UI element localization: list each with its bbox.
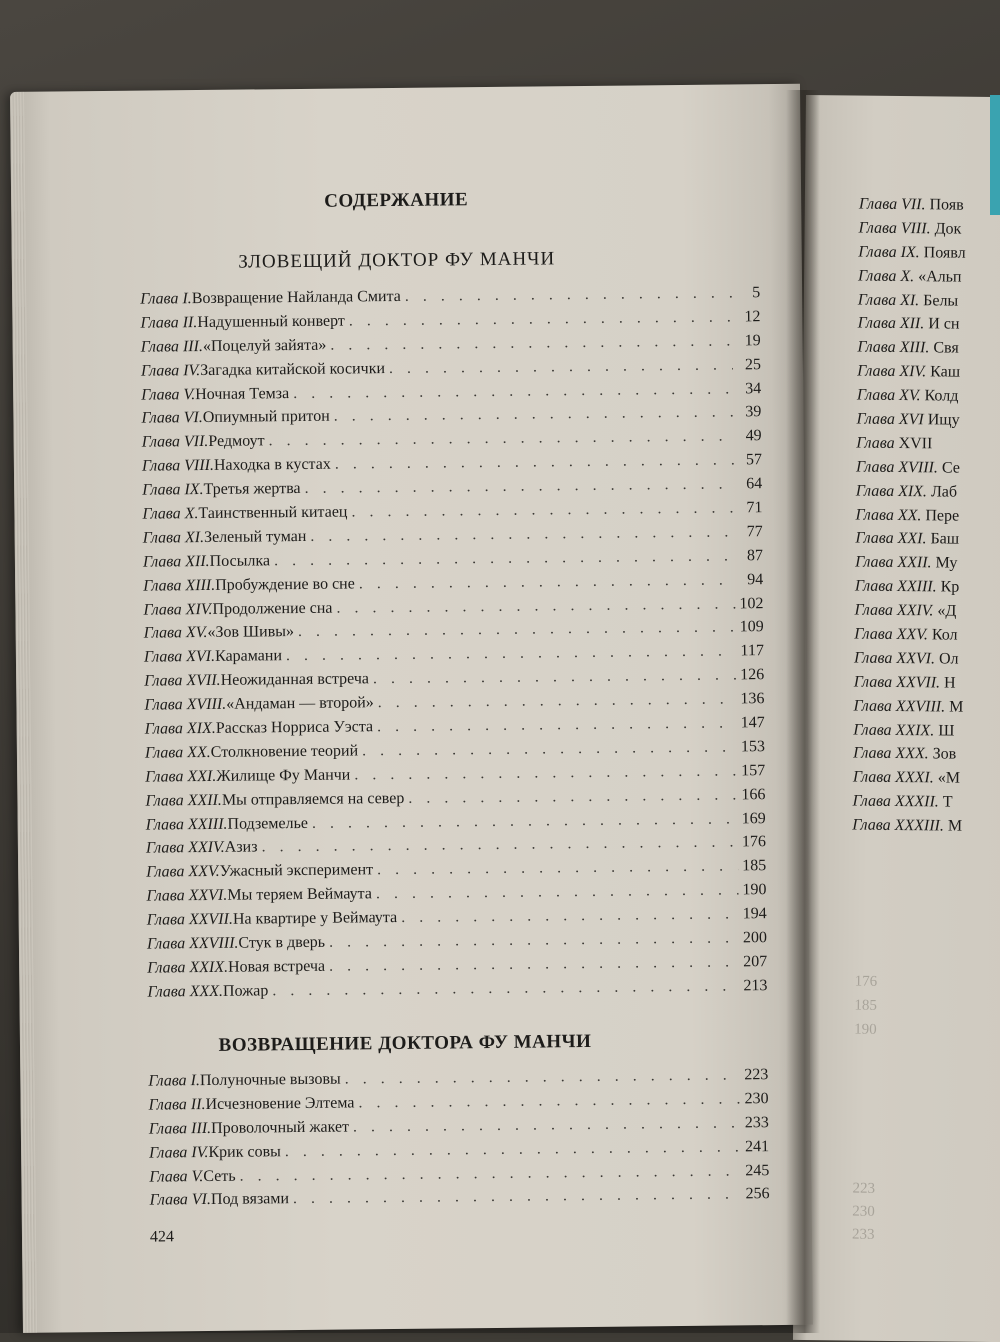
chapter-label: Глава XV. [856,386,921,405]
dot-leader [373,667,736,689]
chapter-title: Пожар [222,982,269,1000]
chapter-title: М [949,698,964,716]
chapter-title: Опиумный притон [202,408,330,427]
book-cover-edge [990,95,1000,215]
chapter-label: Глава VIII. [858,219,931,238]
chapter-title: «Альп [918,267,962,286]
dot-leader [329,929,739,951]
dot-leader [336,595,735,617]
page-ref: 166 [741,785,766,804]
page-ref: 12 [744,308,761,326]
dot-leader [377,714,737,736]
bleed-through-text: 230 [852,1203,875,1220]
chapter-title: Загадка китайской косички [200,359,386,379]
dot-leader [272,977,739,1000]
chapter-title: Стук в дверь [238,933,326,952]
toc-entry-partial [857,339,1000,365]
chapter-title: Зеленый туман [203,527,307,546]
toc-entry [147,977,767,1007]
dot-leader [298,619,736,642]
toc-entry-partial [853,721,1000,747]
toc-entry-partial [855,578,1000,604]
chapter-label: Глава VII. [141,433,209,451]
page-ref: 109 [739,618,764,636]
chapter-label: Глава X. [858,267,915,285]
chapter-title: XVII [898,434,933,453]
toc-entry-partial [857,315,1000,341]
dot-leader [334,404,734,426]
bleed-through-text: 185 [854,997,878,1014]
chapter-title: Редмоут [208,432,265,451]
chapter-label: Глава VI. [149,1191,212,1210]
dot-leader [293,1186,742,1209]
chapter-title: Карамани [214,647,283,666]
chapter-title: Док [934,220,962,238]
chapter-label: Глава X. [142,505,199,523]
chapter-label: Глава XVI. [143,648,216,666]
toc-entry-partial [852,817,1000,843]
chapter-label: Глава XXV. [854,625,928,644]
toc-entry-partial [854,649,1000,675]
chapter-title: Мы теряем Веймаута [227,885,373,905]
dot-leader [354,762,737,784]
toc-entry-partial [856,458,1000,484]
chapter-title: Ш [938,722,955,740]
chapter-title: «Андаман — второй» [226,694,374,713]
chapter-label: Глава XVIII. [144,695,227,714]
chapter-title: Ночная Темза [195,384,290,403]
toc-entry-partial [855,530,1000,556]
page-ref: 241 [744,1137,770,1156]
page-ref: 25 [744,355,761,373]
chapter-title: «М [937,769,961,788]
chapter-title: Лаб [930,483,958,501]
page-ref: 117 [740,642,764,660]
chapter-title: Се [941,459,960,477]
dot-leader [285,1138,741,1161]
chapter-label: Глава XVI [856,410,924,429]
chapter-label: Глава V. [141,385,196,404]
chapter-title: Исчезновение Элтема [205,1094,355,1113]
page-ref: 147 [740,714,765,732]
page-ref: 190 [742,881,767,899]
chapter-label: Глава XXVIII. [853,697,946,716]
page-ref: 230 [744,1090,769,1108]
page-ref: 153 [740,738,765,756]
chapter-label: Глава XXVII. [146,910,233,929]
chapter-title: «Поцелуй зайята» [202,336,327,355]
page-ref: 126 [740,666,765,684]
toc-entry-partial [855,506,1000,532]
section-title: ЗЛОВЕЩИЙ ДОКТОР ФУ МАНЧИ [238,248,556,273]
chapter-label: Глава VII. [858,195,926,214]
chapter-label: Глава XXVII. [853,673,941,692]
toc-entry-partial [856,482,1000,508]
chapter-label: Глава XXIV. [854,601,934,620]
chapter-title: Зов [932,745,957,764]
chapter-label: Глава XXVIII. [146,934,239,953]
toc-entry-partial [853,769,1000,795]
dot-leader [286,643,736,666]
chapter-title: Крик совы [208,1142,281,1161]
chapter-title: М [947,817,963,835]
chapter-label: Глава XXXII. [852,792,939,811]
chapter-title: Появ [929,196,964,214]
dot-leader [329,953,739,975]
chapter-label: Глава XX. [144,743,211,762]
page-ref: 57 [745,451,762,469]
chapter-title: Азиз [224,838,258,857]
chapter-title: Кол [931,626,958,644]
chapter-title: Таинственный китаец [198,503,348,523]
chapter-label: Глава IV. [149,1143,209,1162]
chapter-label: Глава XI. [142,528,205,547]
chapter-label: Глава XXIX. [853,721,935,739]
chapter-label: Глава XV. [143,624,208,643]
chapter-label: Глава I. [148,1072,201,1090]
chapter-label: Глава V. [149,1167,204,1186]
toc-entry-partial [859,196,1000,222]
page-ref: 5 [752,284,761,302]
page-ref: 256 [745,1185,770,1203]
page-ref: 77 [746,523,763,541]
page-ref: 200 [742,929,767,947]
page-ref: 233 [744,1113,769,1132]
chapter-title: Находка в кустах [213,455,331,475]
chapter-label: Глава XIV. [143,600,213,619]
toc-entry-partial [854,673,1000,699]
chapter-title: Новая встреча [227,957,326,976]
page-ref: 19 [744,331,761,350]
chapter-title: Н [943,674,956,692]
chapter-label: Глава XIII. [857,338,930,357]
chapter-title: Столкновение теорий [210,742,359,761]
toc-entry-partial [858,219,1000,245]
chapter-label: Глава XVII. [144,672,221,690]
bleed-through-text: 223 [852,1180,876,1197]
section-title: ВОЗВРАЩЕНИЕ ДОКТОРА ФУ МАНЧИ [218,1030,592,1056]
bleed-through-text: 176 [854,973,878,990]
toc-entry-partial [854,626,1000,652]
dot-leader [310,523,734,545]
chapter-title: Сеть [203,1167,236,1185]
chapter-title: На квартире у Веймаута [232,909,398,928]
chapter-title: Под вязами [210,1190,290,1209]
book-spine-shadow [786,90,820,1333]
dot-leader [305,476,735,498]
chapter-title: Надушенный конверт [197,312,345,331]
dot-leader [293,380,733,403]
page-ref: 49 [745,427,762,445]
toc-title: СОДЕРЖАНИЕ [324,189,469,212]
page-ref: 194 [742,905,767,923]
toc-entry-partial [853,745,1000,771]
page-ref: 185 [742,857,767,875]
page-ref: 64 [746,475,763,493]
chapter-title: Подземелье [227,814,309,833]
chapter-title: Му [935,554,958,572]
chapter-label: Глава XIX. [144,719,216,738]
toc-entry-partial [856,411,1000,437]
chapter-label: Глава XXI. [145,767,217,786]
right-page [793,95,1000,1342]
chapter-title: Ищу [927,411,960,429]
chapter-label: Глава XXI. [855,530,927,548]
dot-leader [240,1162,742,1185]
chapter-label: Глава XXIX. [147,958,229,977]
chapter-label: Глава II. [140,313,198,332]
dot-leader [362,738,737,760]
chapter-label: Глава VIII. [141,457,215,475]
bleed-through-text: 233 [851,1226,875,1243]
chapter-title: Неожиданная встреча [220,670,370,690]
chapter-label: Глава XXX. [147,982,224,1001]
page-ref: 157 [741,761,766,780]
page-number: 424 [149,1228,175,1246]
chapter-title: Ол [938,650,959,668]
chapter-label: Глава XXIV. [145,839,225,858]
chapter-title: Баш [930,530,960,549]
chapter-title: Белы [923,291,959,310]
chapter-title: Третья жертва [203,480,301,499]
page-ref: 213 [743,976,768,995]
chapter-label: Глава XXII. [145,791,222,810]
dot-leader [335,452,734,474]
chapter-title: Кр [940,578,960,596]
chapter-label: Глава XX. [855,506,922,524]
dot-leader [408,786,737,807]
chapter-label: Глава IX. [142,481,204,499]
dot-leader [312,810,738,832]
page-ref: 169 [741,809,766,827]
right-page-toc [852,196,1000,843]
chapter-title: Ужасный эксперимент [219,861,374,881]
dot-leader [351,499,734,521]
page-ref: 176 [741,833,766,851]
toc-entry-partial [856,434,1000,460]
chapter-title: Продолжение сна [212,599,333,618]
chapter-label: Глава XIX. [855,482,928,500]
chapter-label: Глава XXIII. [145,815,228,834]
page-ref: 102 [739,594,764,612]
chapter-title: И сн [928,315,960,334]
dot-leader [378,691,737,713]
chapter-label: Глава XXII. [855,553,932,572]
dot-leader [274,547,735,570]
chapter-label: Глава III. [140,337,204,356]
chapter-label: Глава XI. [857,291,920,309]
chapter-label: Глава IV. [140,361,201,380]
dot-leader [401,906,739,928]
dot-leader [359,571,736,593]
page-ref: 245 [745,1161,770,1179]
toc-entry-partial [855,554,1000,580]
section2-toc-list [148,1066,769,1216]
chapter-label: Глава I. [140,290,192,308]
chapter-title: Появл [923,244,966,262]
toc-entry-partial [858,267,1000,293]
page-ref: 71 [746,499,763,517]
toc-entry-partial [857,387,1000,413]
page-ref: 207 [743,953,768,971]
toc-entry-partial [858,291,1000,317]
chapter-label: Глава II. [148,1095,206,1114]
dot-leader [353,1114,741,1136]
chapter-label: Глава XII. [857,315,925,333]
chapter-label: Глава [856,434,895,452]
toc-entry-partial [858,243,1000,269]
dot-leader [330,332,733,354]
chapter-label: Глава XXXI. [852,768,934,787]
toc-entry-partial [853,697,1000,723]
chapter-label: Глава XXVI. [854,649,936,668]
bleed-through-text: 190 [854,1021,877,1038]
chapter-label: Глава IX. [858,243,920,261]
chapter-label: Глава XIV. [857,362,927,381]
dot-leader [405,284,733,305]
chapter-label: Глава XVIII. [856,458,938,477]
dot-leader [261,834,738,857]
chapter-title: Рассказ Норриса Уэста [215,718,374,737]
chapter-label: Глава XXXIII. [852,816,945,835]
chapter-label: Глава III. [148,1119,212,1138]
toc-entry-partial [854,602,1000,628]
chapter-label: Глава XXV. [146,863,220,881]
chapter-title: Свя [933,339,959,357]
chapter-label: Глава XIII. [143,576,216,595]
dot-leader [349,308,733,330]
chapter-label: Глава XXVI. [146,887,228,905]
chapter-label: Глава XXX. [853,745,929,763]
chapter-title: Мы отправляемся на север [221,789,405,809]
chapter-title: Посылка [209,552,271,570]
chapter-title: «Д [937,602,957,620]
chapter-title: Возвращение Найланда Смита [191,287,401,308]
chapter-title: Колд [924,387,959,405]
toc-entry [150,1186,770,1216]
chapter-label: Глава XII. [142,552,210,571]
chapter-title: Жилище Фу Манчи [216,766,351,785]
chapter-title: Пере [925,506,960,525]
dot-leader [269,428,734,451]
chapter-title: «Зов Шивы» [207,623,295,642]
dot-leader [389,356,733,378]
chapter-title: Каш [930,363,961,381]
page-ref: 34 [745,379,762,397]
dot-leader [358,1090,740,1112]
chapter-title: Пробуждение во сне [215,575,355,594]
page-ref: 87 [746,546,763,565]
toc-entry-partial [857,363,1000,389]
toc-entry-partial [852,793,1000,819]
page-ref: 136 [740,690,765,708]
page-ref: 223 [744,1066,769,1084]
chapter-title: Полуночные вызовы [199,1070,341,1090]
page-ref: 39 [745,403,762,421]
section1-toc-list [140,284,767,1007]
page-ref: 94 [747,570,764,588]
chapter-label: Глава XXIII. [854,577,937,596]
chapter-label: Глава VI. [141,409,203,428]
chapter-title: Проволочный жакет [211,1118,350,1137]
dot-leader [377,858,738,880]
dot-leader [345,1066,741,1088]
chapter-title: Т [942,793,953,811]
left-page [10,84,813,1333]
dot-leader [376,882,739,904]
